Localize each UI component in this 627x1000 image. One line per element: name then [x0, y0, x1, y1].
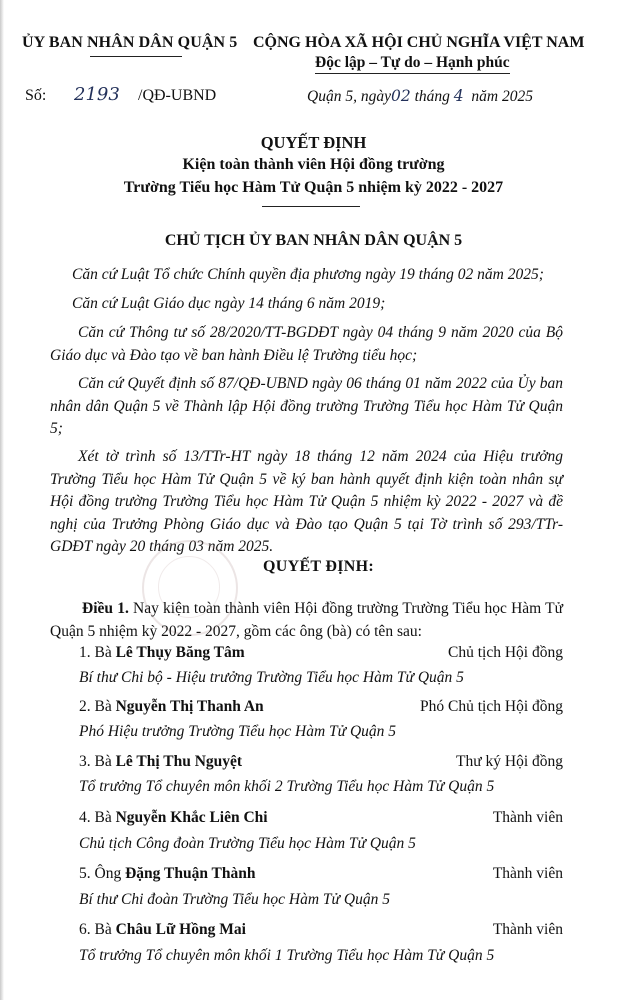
date-year: năm 2025 — [471, 88, 533, 105]
member-description: Bí thư Chi bộ - Hiệu trưởng Trường Tiểu học Hàm Tử Quận 5 — [79, 669, 464, 686]
ground-5: Xét tờ trình số 13/TTr-HT ngày 18 tháng 12 năm 2024 của Hiệu trưởng Trường Tiểu học Hàm Tử Quận 5 về ký ban hành quyết định kiện toàn nhân sự Hội đồng trường Trường Tiểu học Hàm Tử Quận 5 nhiệm kỳ 2022 - 2027 và đề nghị của Trưởng Phòng Giáo dục và Đào tạo Quận 5 tại Tờ trình số 293/TTr-GDĐT ngày 20 tháng 03 năm 2025. — [50, 448, 563, 555]
member-description: Chủ tịch Công đoàn Trường Tiểu học Hàm Tử Quận 5 — [79, 835, 416, 852]
member-name: Lê Thị Thu Nguyệt — [115, 753, 243, 770]
document-page: ỦY BAN NHÂN DÂN QUẬN 5 CỘNG HÒA XÃ HỘI CHỦ NGHĨA VIỆT NAM Độc lập – Tự do – Hạnh phúc Số: 2193 /QĐ-UBND Quận 5, ngày02 tháng 4 năm 2025 QUYẾT ĐỊNH Kiện toàn thành viên Hội đồng trường Trường Tiểu học Hàm Tử Quận 5 nhiệm kỳ 2022 - 2027 CHỦ TỊCH ỦY BAN NHÂN DÂN QUẬN 5 Căn cứ Luật Tổ chức Chính quyền địa phương ngày 19 tháng 02 năm 2025; Căn cứ Luật Giáo dục ngày 14 tháng 6 năm 2019; Căn cứ Thông tư số 28/2020/TT-BGDĐT ngày 04 tháng 9 năm 2020 của Bộ Giáo dục và Đào tạo về ban hành Điều lệ Trường tiểu học; Căn cứ Quyết định số 87/QĐ-UBND ngày 06 tháng 01 năm 2022 của Ủy ban nhân dân Quận 5 về Thành lập Hội đồng trường Trường Tiểu học Hàm Tử Quận 5; Xét tờ trình số 13/TTr-HT ngày 18 tháng 12 năm 2024 của Hiệu trưởng Trường Tiểu học Hàm Tử Quận 5 về ký ban hành quyết định kiện toàn nhân sự Hội đồng trường Trường Tiểu học Hàm Tử Quận 5 nhiệm kỳ 2022 - 2027 và đề nghị của Trưởng Phòng Giáo dục và Đào tạo Quận 5 tại Tờ trình số 293/TTr-GDĐT ngày 20 tháng 03 năm 2025. QUYẾT ĐỊNH: Điều 1. Nay kiện toàn thành viên Hội đồng trường Trường Tiểu học Hàm Tử Quận 5 nhiệm kỳ 2022 - 2027, gồm các ông (bà) có tên sau: 1. Bà Lê Thụy Băng Tâm Chủ tịch Hội đồng Bí thư Chi bộ - Hiệu trưởng Trường Tiểu học Hàm Tử Quận 5 2. Bà Nguyễn Thị Thanh An Phó Chủ tịch Hội đồng Phó Hiệu trưởng Trường Tiểu học Hàm Tử Quận 5 3. Bà Lê Thị Thu Nguyệt Thư ký Hội đồng Tổ trưởng Tổ chuyên môn khối 2 Trường Tiểu học Hàm Tử Quận 5 4. Bà Nguyễn Khắc Liên Chi Thành viên Chủ tịch Công đoàn Trường Tiểu học Hàm Tử Quận 5 5. Ông Đặng Thuận Thành Thành viên Bí thư Chi đoàn Trường Tiểu học Hàm Tử Quận 5 6. Bà Châu Lữ Hồng Mai Thành viên Tổ trưởng Tổ chuyên môn khối 1 Trường Tiểu học Hàm Tử Quận 5 — [0, 0, 627, 1000]
member-name: Đặng Thuận Thành — [125, 865, 256, 882]
member-description: Tổ trưởng Tổ chuyên môn khối 1 Trường Tiểu học Hàm Tử Quận 5 — [79, 947, 495, 964]
ground-3: Căn cứ Thông tư số 28/2020/TT-BGDĐT ngày 04 tháng 9 năm 2020 của Bộ Giáo dục và Đào tạo về ban hành Điều lệ Trường tiểu học; — [50, 324, 563, 364]
motto-underline — [315, 73, 510, 74]
article-1-text: Nay kiện toàn thành viên Hội đồng trường Trường Tiểu học Hàm Tử Quận 5 nhiệm kỳ 2022 - 2027, gồm các ông (bà) có tên sau: — [50, 600, 564, 640]
document-subtitle-line-1: Kiện toàn thành viên Hội đồng trường — [182, 156, 445, 173]
member-role: Thành viên — [492, 921, 563, 938]
issuer-heading: CHỦ TỊCH ỦY BAN NHÂN DÂN QUẬN 5 — [164, 232, 463, 249]
member-role: Phó Chủ tịch Hội đồng — [420, 698, 563, 715]
date-month: 4 — [453, 87, 464, 105]
issue-date — [307, 87, 533, 106]
document-subtitle-line-2: Trường Tiểu học Hàm Tử Quận 5 nhiệm kỳ 2022 - 2027 — [123, 179, 504, 196]
agency-name: ỦY BAN NHÂN DÂN QUẬN 5 — [22, 34, 238, 51]
decision-heading: QUYẾT ĐỊNH: — [263, 558, 375, 575]
member-role: Chủ tịch Hội đồng — [448, 644, 563, 661]
member-description: Tổ trưởng Tổ chuyên môn khối 2 Trường Tiểu học Hàm Tử Quận 5 — [79, 778, 495, 795]
member-name: Lê Thụy Băng Tâm — [115, 644, 245, 661]
member-name: Nguyễn Thị Thanh An — [115, 698, 264, 715]
agency-underline — [90, 56, 182, 57]
document-title: QUYẾT ĐỊNH — [260, 133, 367, 152]
ground-4: Căn cứ Quyết định số 87/QĐ-UBND ngày 06 tháng 01 năm 2022 của Ủy ban nhân dân Quận 5 về Thành lập Hội đồng trường Trường Tiểu học Hàm Tử Quận 5; — [50, 375, 563, 437]
article-1 — [50, 597, 563, 643]
member-role: Thư ký Hội đồng — [456, 753, 563, 770]
article-1-label: Điều 1. — [82, 600, 129, 617]
member-name: Châu Lữ Hồng Mai — [115, 921, 246, 938]
member-name: Nguyễn Khắc Liên Chi — [115, 809, 268, 826]
handwritten-number: 2193 — [74, 84, 120, 105]
number-label: Số: — [25, 87, 47, 104]
nation-name: CỘNG HÒA XÃ HỘI CHỦ NGHĨA VIỆT NAM — [253, 34, 585, 51]
ground-1: Căn cứ Luật Tổ chức Chính quyền địa phương ngày 19 tháng 02 năm 2025; — [72, 266, 544, 283]
national-motto: Độc lập – Tự do – Hạnh phúc — [315, 54, 510, 71]
member-description: Phó Hiệu trưởng Trường Tiểu học Hàm Tử Quận 5 — [79, 723, 397, 740]
title-divider — [262, 206, 360, 207]
date-day: 02 — [390, 87, 411, 105]
date-month-label: tháng — [414, 88, 450, 105]
ground-2: Căn cứ Luật Giáo dục ngày 14 tháng 6 năm 2019; — [72, 295, 386, 312]
date-prefix: Quận 5, ngày — [307, 88, 391, 105]
number-suffix: /QĐ-UBND — [138, 87, 217, 104]
member-role: Thành viên — [492, 809, 563, 826]
member-role: Thành viên — [492, 865, 563, 882]
member-description: Bí thư Chi đoàn Trường Tiểu học Hàm Tử Quận 5 — [79, 891, 390, 908]
